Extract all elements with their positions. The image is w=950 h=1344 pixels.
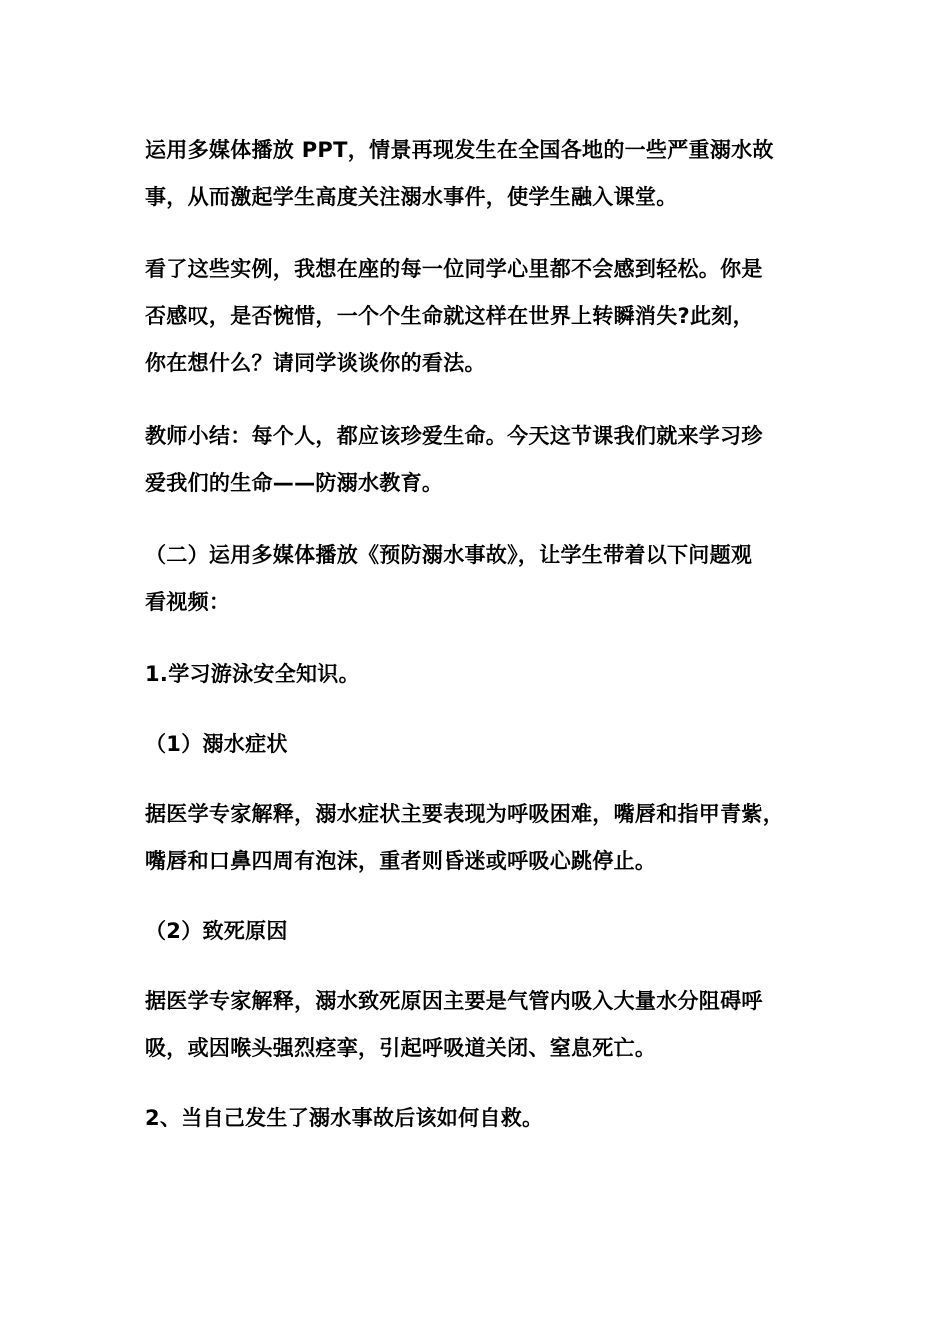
text-line: 教师小结：每个人，都应该珍爱生命。今天这节课我们就来学习珍	[145, 424, 763, 448]
text-line: 吸，或因喉头强烈痉挛，引起呼吸道关闭、窒息死亡。	[145, 1036, 657, 1060]
heading-self-rescue	[145, 1095, 825, 1142]
text-line: （二）运用多媒体播放《预防溺水事故》，让学生带着以下问题观	[145, 543, 753, 567]
text-line: 嘴唇和口鼻四周有泡沫，重者则昏迷或呼吸心跳停止。	[145, 849, 657, 873]
paragraph-reflection	[145, 246, 825, 387]
text-line: 你在想什么？请同学谈谈你的看法。	[145, 351, 486, 375]
paragraph-intro	[145, 127, 825, 221]
text-line: （2）致死原因	[145, 919, 288, 943]
text-line: 看了这些实例，我想在座的每一位同学心里都不会感到轻松。你是	[145, 257, 763, 281]
text-line: 据医学专家解释，溺水症状主要表现为呼吸困难，嘴唇和指甲青紫，	[145, 802, 784, 826]
text-line: 否感叹，是否惋惜，一个个生命就这样在世界上转瞬消失?此刻，	[145, 304, 754, 328]
heading-cause-of-death	[145, 908, 825, 955]
paragraph-section-two	[145, 532, 825, 626]
text-line: （1）溺水症状	[145, 732, 288, 756]
text-line: 事，从而激起学生高度关注溺水事件，使学生融入课堂。	[145, 185, 678, 209]
text-line: 2、当自己发生了溺水事故后该如何自救。	[145, 1106, 544, 1130]
text-line: 1.学习游泳安全知识。	[145, 662, 360, 686]
paragraph-teacher-summary	[145, 413, 825, 507]
paragraph-symptoms	[145, 791, 825, 885]
text-line: 爱我们的生命——防溺水教育。	[145, 471, 444, 495]
paragraph-cause-of-death	[145, 978, 825, 1072]
text-line: 运用多媒体播放 PPT，情景再现发生在全国各地的一些严重溺水故	[145, 138, 774, 162]
heading-drowning-symptoms	[145, 721, 825, 768]
text-line: 据医学专家解释，溺水致死原因主要是气管内吸入大量水分阻碍呼	[145, 989, 763, 1013]
text-line: 看视频：	[145, 590, 231, 614]
heading-swimming-safety	[145, 651, 825, 698]
